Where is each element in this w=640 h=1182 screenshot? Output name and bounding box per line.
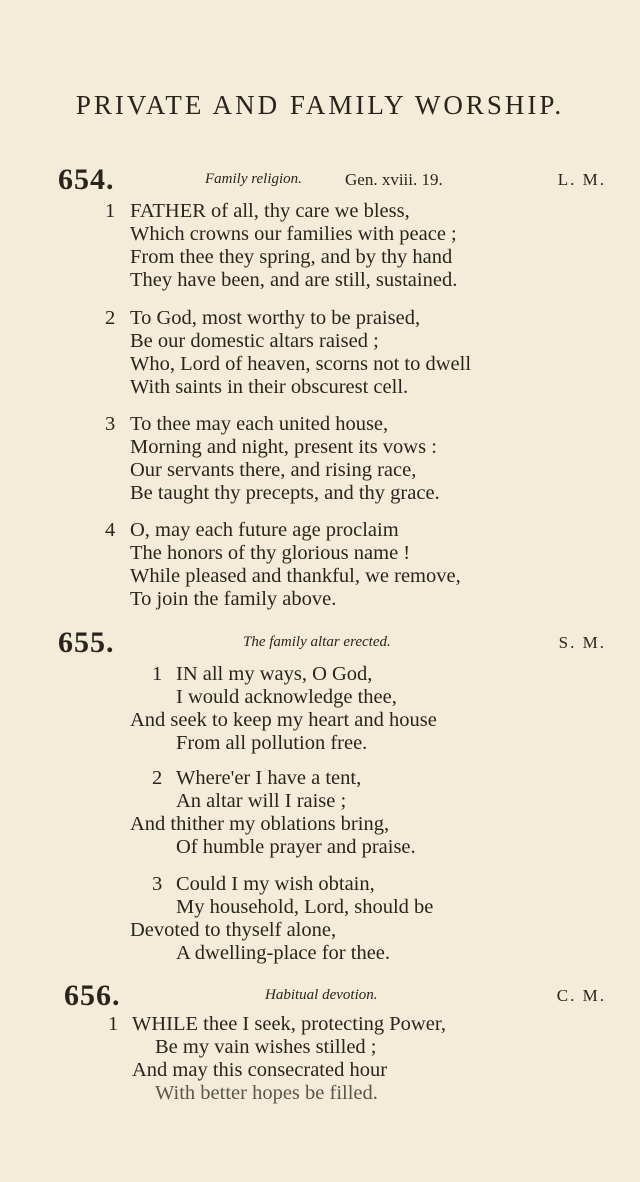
verse-number: 2 (105, 307, 116, 329)
verse-line: They have been, and are still, sustained. (130, 269, 458, 291)
verse-number: 1 (152, 663, 163, 685)
hymn-header (0, 626, 640, 659)
verse-line: O, may each future age proclaim (130, 519, 399, 541)
hymn-reference: Gen. xviii. 19. (345, 170, 443, 189)
verse-line: WHILE thee I seek, protecting Power, (132, 1013, 446, 1035)
verse-line: From thee they spring, and by thy hand (130, 246, 453, 268)
verse-line: Of humble prayer and praise. (176, 836, 416, 858)
hymn-title: Family religion. (205, 171, 302, 187)
verse-line: Which crowns our families with peace ; (130, 223, 457, 245)
verse-line: From all pollution free. (176, 732, 368, 754)
hymn-number: 655. (58, 626, 115, 659)
verse-line: To God, most worthy to be praised, (130, 307, 421, 329)
hymn-header (0, 979, 640, 1012)
verse-number: 1 (105, 200, 116, 222)
verse-line: IN all my ways, O God, (176, 663, 373, 685)
verse-line: The honors of thy glorious name ! (130, 542, 411, 564)
hymn-title: Habitual devotion. (265, 987, 378, 1003)
verse-line: Be my vain wishes stilled ; (155, 1036, 377, 1058)
verse-line: And seek to keep my heart and house (130, 709, 437, 731)
verse-line: My household, Lord, should be (176, 896, 434, 918)
verse-line: While pleased and thankful, we remove, (130, 565, 461, 587)
verse-line: And may this consecrated hour (132, 1059, 388, 1081)
verse-number: 1 (108, 1013, 119, 1035)
verse-line: Where'er I have a tent, (176, 767, 362, 789)
verse-line: I would acknowledge thee, (176, 686, 397, 708)
verse-line: Be taught thy precepts, and thy grace. (130, 482, 440, 504)
verse-line: FATHER of all, thy care we bless, (130, 200, 410, 222)
verse-line: With better hopes be filled. (155, 1082, 378, 1104)
verse-line: Our servants there, and rising race, (130, 459, 417, 481)
hymn-number: 654. (58, 163, 115, 196)
hymn-title: The family altar erected. (243, 634, 391, 650)
hymn-number: 656. (64, 979, 121, 1012)
verse-line: An altar will I raise ; (176, 790, 347, 812)
hymn-meter: C. M. (556, 986, 606, 1005)
hymn-meter: L. M. (557, 170, 606, 189)
verse-line: And thither my oblations bring, (130, 813, 390, 835)
verse-number: 4 (105, 519, 116, 541)
hymn-header (0, 163, 640, 196)
verse-line: Morning and night, present its vows : (130, 436, 437, 458)
verse-line: To join the family above. (130, 588, 337, 610)
verse-number: 3 (105, 413, 116, 435)
verse-number: 3 (152, 873, 163, 895)
verse-line: A dwelling-place for thee. (176, 942, 391, 964)
verse-line: To thee may each united house, (130, 413, 389, 435)
verse-number: 2 (152, 767, 163, 789)
verse-line: With saints in their obscurest cell. (130, 376, 409, 398)
verse-line: Who, Lord of heaven, scorns not to dwell (130, 353, 472, 375)
hymn-meter: S. M. (558, 633, 606, 652)
page-title: PRIVATE AND FAMILY WORSHIP. (75, 90, 565, 120)
verse-line: Devoted to thyself alone, (130, 919, 337, 941)
verse-line: Could I my wish obtain, (176, 873, 375, 895)
verse-line: Be our domestic altars raised ; (130, 330, 379, 352)
